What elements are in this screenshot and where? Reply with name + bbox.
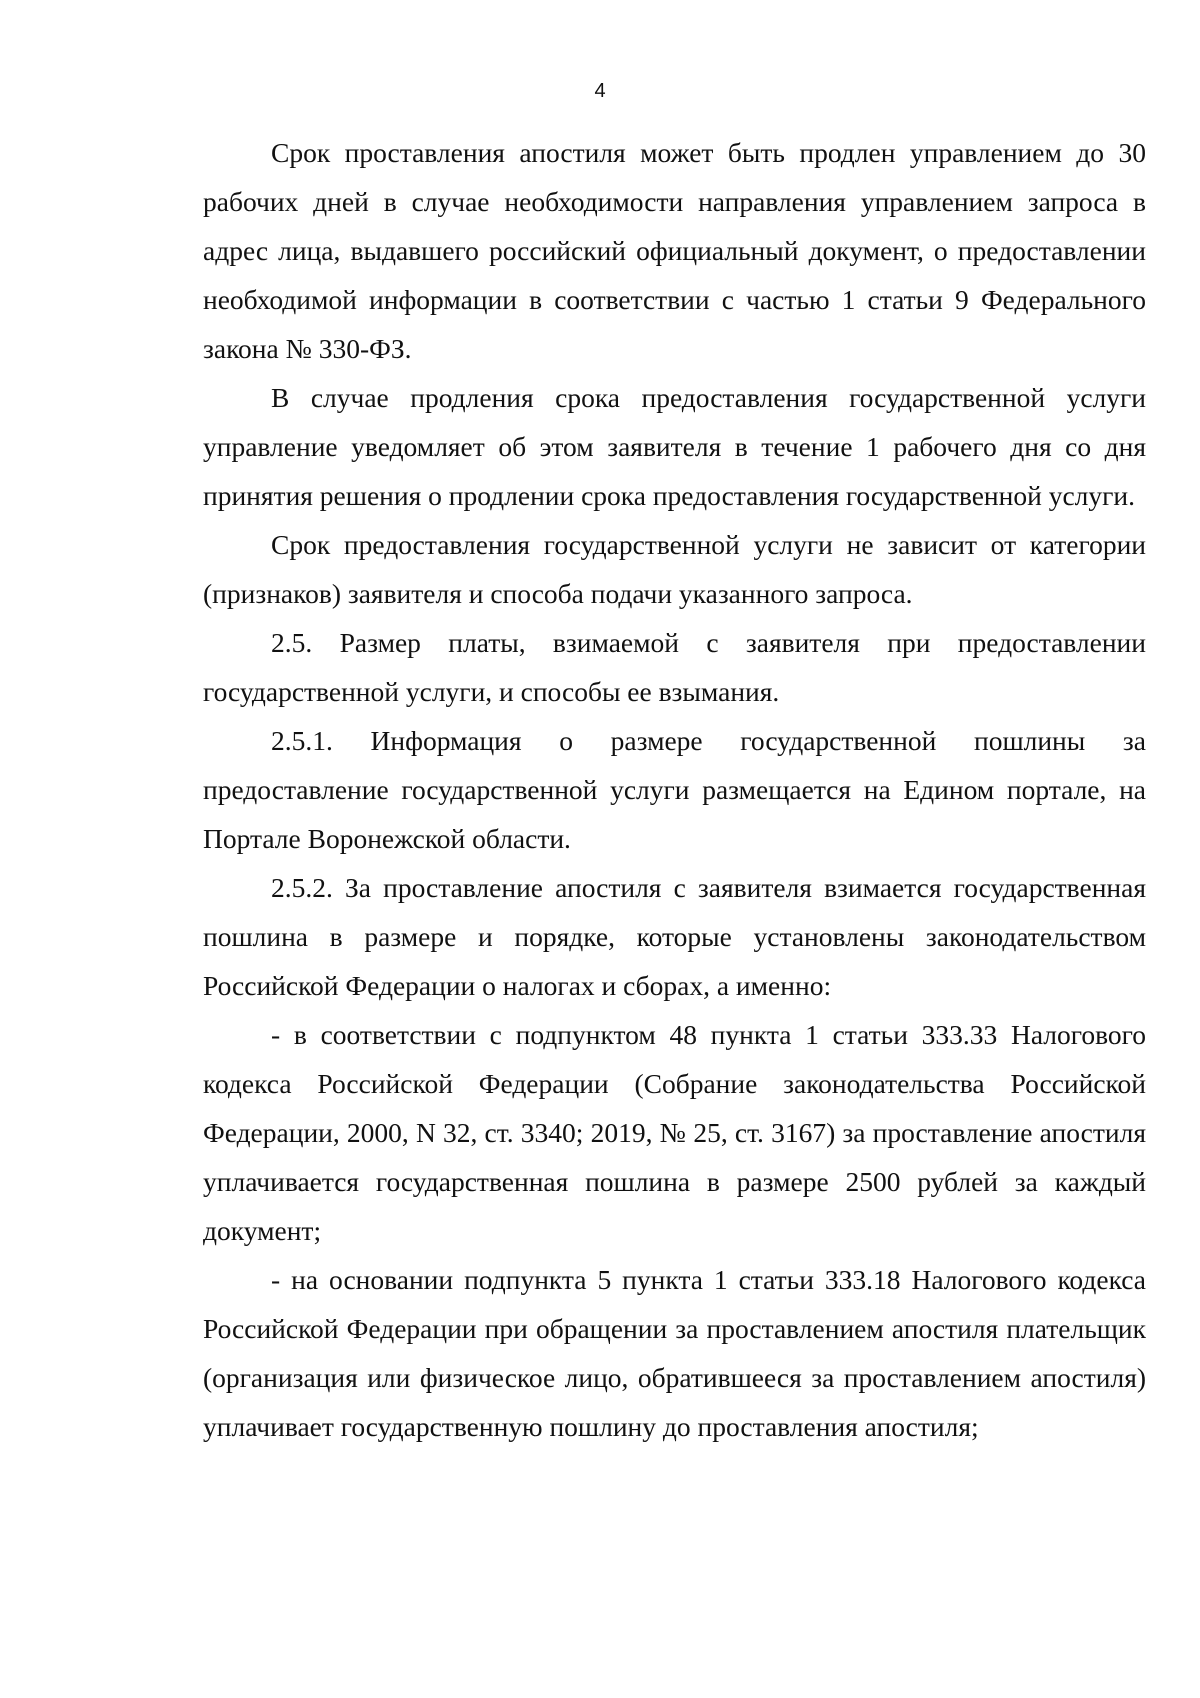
paragraph-term-independence: Срок предоставления государственной услуги не зависит от категории (признаков) заявителя и способа подачи указанного запроса.: [203, 529, 1146, 609]
document-body: [203, 128, 1146, 1451]
paragraph-section-2-5-2: 2.5.2. За проставление апостиля с заявителя взимается государственная пошлина в размере и порядке, которые установлены законодательством Российской Федерации о налогах и сборах, а именно:: [203, 872, 1146, 1001]
page-number: 4: [594, 80, 606, 102]
paragraph-section-2-5-1: 2.5.1. Информация о размере государственной пошлины за предоставление государственной услуги размещается на Едином портале, на Портале Воронежской области.: [203, 725, 1146, 854]
paragraph-apostille-extension: Срок проставления апостиля может быть продлен управлением до 30 рабочих дней в случае необходимости направления управлением запроса в адрес лица, выдавшего российский официальный документ, о предоставлении необходимой информации в соответствии с частью 1 статьи 9 Федерального закона № 330-ФЗ.: [203, 137, 1146, 364]
paragraph-section-2-5: 2.5. Размер платы, взимаемой с заявителя при предоставлении государственной услуги, и способы ее взымания.: [203, 627, 1146, 707]
paragraph-extension-notification: В случае продления срока предоставления государственной услуги управление уведомляет об этом заявителя в течение 1 рабочего дня со дня принятия решения о продлении срока предоставления государственной услуги.: [203, 382, 1146, 511]
paragraph-fee-amount: - в соответствии с подпунктом 48 пункта 1 статьи 333.33 Налогового кодекса Российской Федерации (Собрание законодательства Российской Федерации, 2000, N 32, ст. 3340; 2019, № 25, ст. 3167) за проставление апостиля уплачивается государственная пошлина в размере 2500 рублей за каждый документ;: [203, 1019, 1146, 1246]
paragraph-fee-payment-timing: - на основании подпункта 5 пункта 1 статьи 333.18 Налогового кодекса Российской Федерации при обращении за проставлением апостиля плательщик (организация или физическое лицо, обратившееся за проставлением апостиля) уплачивает государственную пошлину до проставления апостиля;: [203, 1264, 1146, 1442]
